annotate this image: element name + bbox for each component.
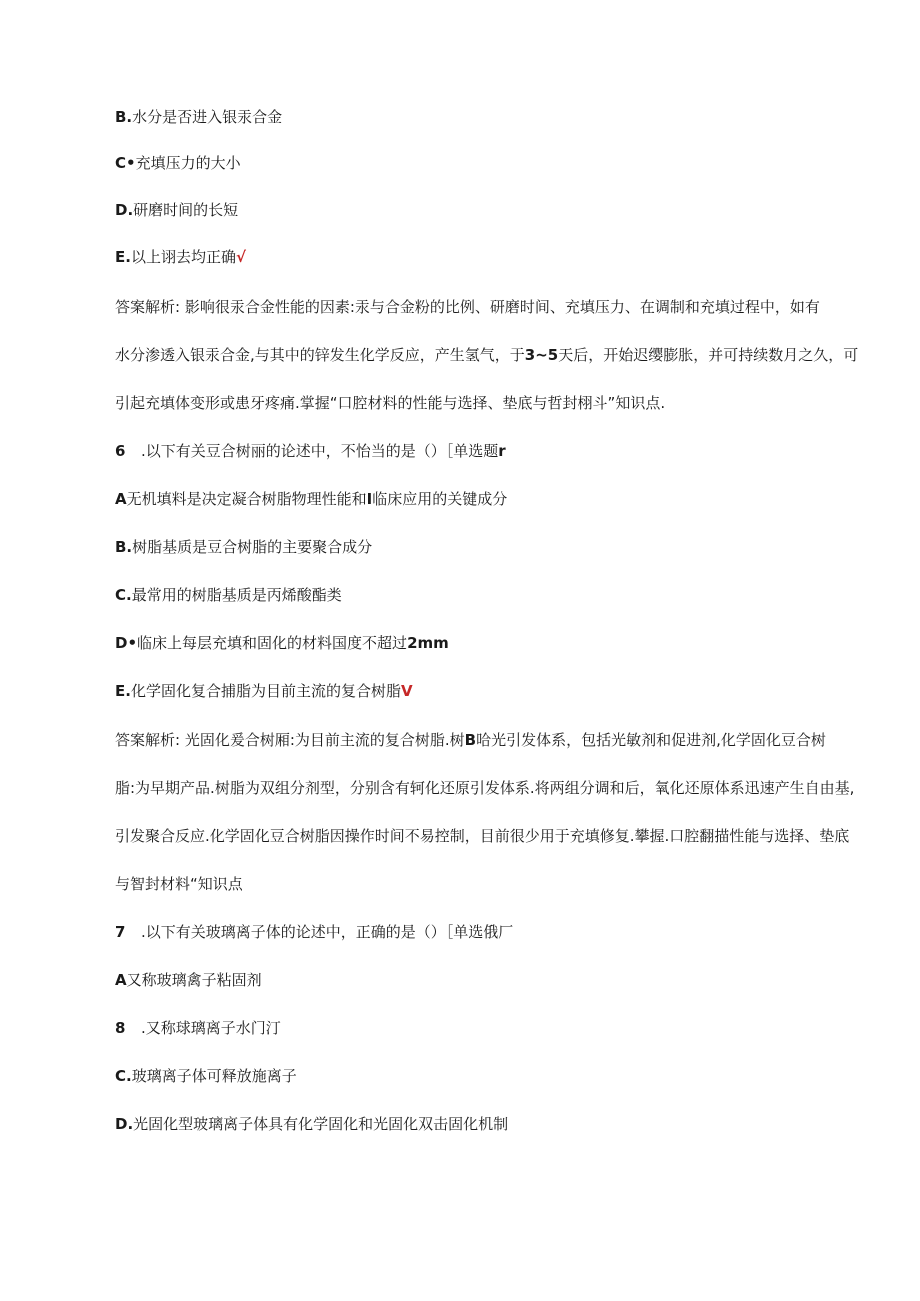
option-text: 化学固化复合捕脂为目前主流的复合树脂 bbox=[130, 682, 401, 700]
question-number: 6 bbox=[115, 442, 126, 460]
analysis-letter: B bbox=[464, 731, 477, 749]
option-label: B. bbox=[115, 538, 133, 556]
analysis-text: 答案解析: 光固化爰合树厢:为目前主流的复合树脂.树 bbox=[115, 731, 465, 749]
option-value: 2mm bbox=[407, 634, 449, 652]
q6-option-b bbox=[115, 537, 372, 557]
correct-mark: √ bbox=[235, 248, 246, 266]
q6-option-d bbox=[115, 633, 449, 653]
q7-option-b bbox=[115, 1018, 281, 1038]
q6-analysis-line-1 bbox=[115, 730, 845, 750]
option-label: E. bbox=[115, 248, 131, 266]
q6-analysis-line-3: 引发聚合反应.化学固化豆合树脂因操作时间不易控制，目前很少用于充填修复.攀握.口腔翻描性能与选择、垫底 bbox=[115, 827, 850, 845]
q6-stem bbox=[115, 441, 506, 461]
option-text: 玻璃离子体可释放施离子 bbox=[131, 1067, 297, 1085]
question-text: .以下有关豆合树丽的论述中，不怡当的是（）［单选题 bbox=[141, 442, 499, 460]
option-label: C. bbox=[115, 586, 132, 604]
analysis-text: 哈光引发体系，包括光敏剂和促进剂,化学固化豆合树 bbox=[476, 731, 826, 749]
analysis-number: 3~5 bbox=[524, 346, 559, 364]
option-text: 研磨时间的长短 bbox=[133, 201, 239, 219]
option-text: .又称球璃离子水门汀 bbox=[141, 1019, 281, 1037]
q7-option-a bbox=[115, 970, 262, 990]
option-text: 以上诩去均正确 bbox=[130, 248, 236, 266]
option-text: 无机填料是决定凝合树脂物理性能和 bbox=[126, 490, 367, 508]
option-label: C• bbox=[115, 154, 136, 172]
option-text: 最常用的树脂基质是丙烯酸酯类 bbox=[131, 586, 342, 604]
q5-analysis-line-2 bbox=[115, 345, 859, 365]
option-text: 临床上每层充填和固化的材料国度不超过 bbox=[137, 634, 408, 652]
q6-analysis-line-2: 脂:为早期产品.树脂为双组分剂型，分别含有轲化还原引发体系.将两组分调和后，氧化还原体系迅速产生自由基, bbox=[115, 779, 855, 797]
option-label: 8 bbox=[115, 1019, 126, 1037]
option-text: 水分是否进入银汞合金 bbox=[132, 108, 283, 126]
option-text: 又称玻璃禽子粘固剂 bbox=[126, 971, 262, 989]
analysis-text: 水分渗透入银汞合金,与其中的锌发生化学反应，产生氢气，于 bbox=[115, 346, 525, 364]
q5-analysis-line-1: 答案解析: 影响很汞合金性能的因素:汞与合金粉的比例、研磨时间、充填压力、在调制和充填过程中，如有 bbox=[115, 298, 820, 316]
q7-stem bbox=[115, 922, 513, 942]
option-label: D. bbox=[115, 201, 134, 219]
q6-analysis-line-4: 与智封材料“知识点 bbox=[115, 875, 243, 893]
option-label: E. bbox=[115, 682, 131, 700]
q5-option-c bbox=[115, 153, 241, 173]
option-text: 充填压力的大小 bbox=[135, 154, 241, 172]
q7-option-d bbox=[115, 1114, 508, 1134]
question-number: 7 bbox=[115, 923, 126, 941]
option-text-glyph: I bbox=[366, 490, 373, 508]
q5-option-e bbox=[115, 247, 246, 267]
q7-option-c bbox=[115, 1066, 297, 1086]
option-label: A bbox=[115, 490, 127, 508]
q6-option-e bbox=[115, 681, 413, 701]
analysis-text: 天后，开始迟缨膨胀，并可持续数月之久，可 bbox=[558, 346, 859, 364]
q6-option-a bbox=[115, 489, 507, 509]
q6-option-c bbox=[115, 585, 342, 605]
option-text: 光固化型玻璃离子体具有化学固化和光固化双击固化机制 bbox=[133, 1115, 509, 1133]
question-text-tail: r bbox=[498, 442, 506, 460]
option-text: 临床应用的关键成分 bbox=[372, 490, 508, 508]
correct-mark: V bbox=[400, 682, 413, 700]
option-label: B. bbox=[115, 108, 133, 126]
option-label: C. bbox=[115, 1067, 132, 1085]
option-label: D. bbox=[115, 1115, 134, 1133]
q5-option-b bbox=[115, 107, 282, 127]
question-text: .以下有关玻璃离子体的论述中，正确的是（）［单选俄厂 bbox=[141, 923, 514, 941]
q5-analysis-line-3: 引起充填体变形或患牙疼痛.掌握“口腔材料的性能与选择、垫底与哲封栩斗”知识点. bbox=[115, 394, 666, 412]
option-label: D• bbox=[115, 634, 138, 652]
q5-option-d bbox=[115, 200, 238, 220]
option-label: A bbox=[115, 971, 127, 989]
option-text: 树脂基质是豆合树脂的主要聚合成分 bbox=[132, 538, 373, 556]
